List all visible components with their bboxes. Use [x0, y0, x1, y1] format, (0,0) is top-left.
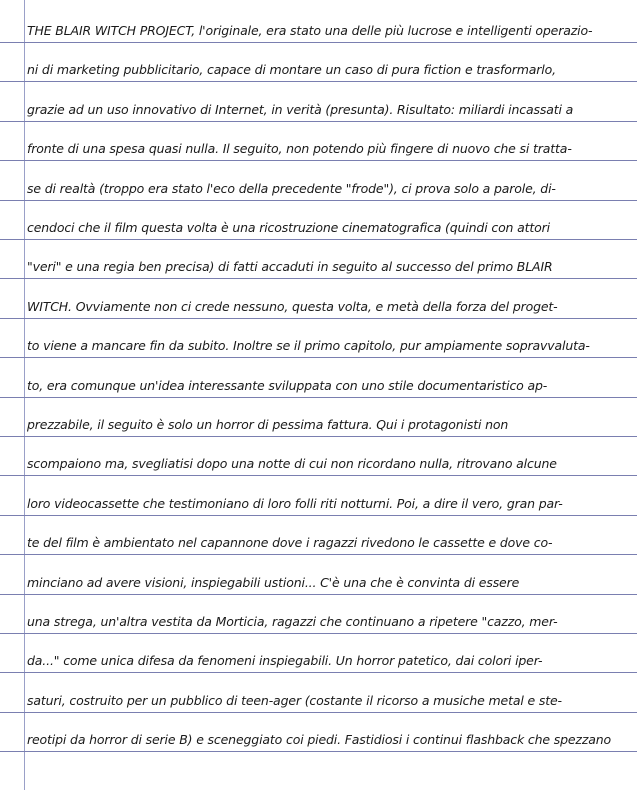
handwritten-line: te del film è ambientato nel capannone dove i ragazzi rivedono le cassette e dove co-: [27, 535, 553, 550]
ruled-line: [0, 239, 637, 240]
handwritten-line: una strega, un'altra vestita da Morticia, ragazzi che continuano a ripetere "cazzo, mer-: [27, 614, 558, 629]
ruled-line: [0, 318, 637, 319]
handwritten-line: se di realtà (troppo era stato l'eco della precedente "frode"), ci prova solo a parole, di-: [27, 181, 556, 196]
ruled-line: [0, 160, 637, 161]
handwritten-line: scompaiono ma, svegliatisi dopo una notte di cui non ricordano nulla, ritrovano alcune: [27, 456, 557, 471]
handwritten-line: ni di marketing pubblicitario, capace di montare un caso di pura fiction e trasformarlo,: [27, 62, 556, 77]
ruled-line: [0, 357, 637, 358]
handwritten-line: grazie ad un uso innovativo di Internet, in verità (presunta). Risultato: miliardi incassati a: [27, 102, 574, 117]
ruled-line: [0, 475, 637, 476]
handwritten-line: da..." come unica difesa da fenomeni inspiegabili. Un horror patetico, dai colori iper-: [27, 653, 543, 668]
ruled-line: [0, 42, 637, 43]
handwritten-line: reotipi da horror di serie B) e sceneggiato coi piedi. Fastidiosi i continui flashback che spezzano: [27, 732, 612, 747]
handwritten-line: minciano ad avere visioni, inspiegabili ustioni... C'è una che è convinta di essere: [27, 575, 520, 590]
handwritten-line: to, era comunque un'idea interessante sviluppata con uno stile documentaristico ap-: [27, 378, 548, 393]
ruled-line: [0, 397, 637, 398]
ruled-line: [0, 554, 637, 555]
handwritten-line: THE BLAIR WITCH PROJECT, l'originale, era stato una delle più lucrose e intelligenti operazio-: [27, 23, 593, 38]
ruled-line: [0, 712, 637, 713]
ruled-line: [0, 672, 637, 673]
ruled-line: [0, 751, 637, 752]
handwritten-line: cendoci che il film questa volta è una ricostruzione cinematografica (quindi con attori: [27, 220, 550, 235]
handwritten-line: to viene a mancare fin da subito. Inoltre se il primo capitolo, pur ampiamente sopravvaluta-: [27, 338, 590, 353]
handwritten-line: saturi, costruito per un pubblico di teen-ager (costante il ricorso a musiche metal e ste-: [27, 693, 562, 708]
handwritten-line: prezzabile, il seguito è solo un horror di pessima fattura. Qui i protagonisti non: [27, 417, 509, 432]
handwritten-line: fronte di una spesa quasi nulla. Il seguito, non potendo più fingere di nuovo che si tratta-: [27, 141, 572, 156]
ruled-line: [0, 436, 637, 437]
ruled-line: [0, 633, 637, 634]
ruled-line: [0, 200, 637, 201]
ruled-line: [0, 594, 637, 595]
ruled-line: [0, 121, 637, 122]
ruled-line: [0, 81, 637, 82]
ruled-line: [0, 278, 637, 279]
ruled-line: [0, 515, 637, 516]
handwritten-line: "veri" e una regia ben precisa) di fatti accaduti in seguito al successo del primo BLAIR: [27, 259, 553, 274]
handwritten-line: loro videocassette che testimoniano di loro folli riti notturni. Poi, a dire il vero, gran par-: [27, 496, 563, 511]
handwritten-line: WITCH. Ovviamente non ci crede nessuno, questa volta, e metà della forza del proget-: [27, 299, 558, 314]
